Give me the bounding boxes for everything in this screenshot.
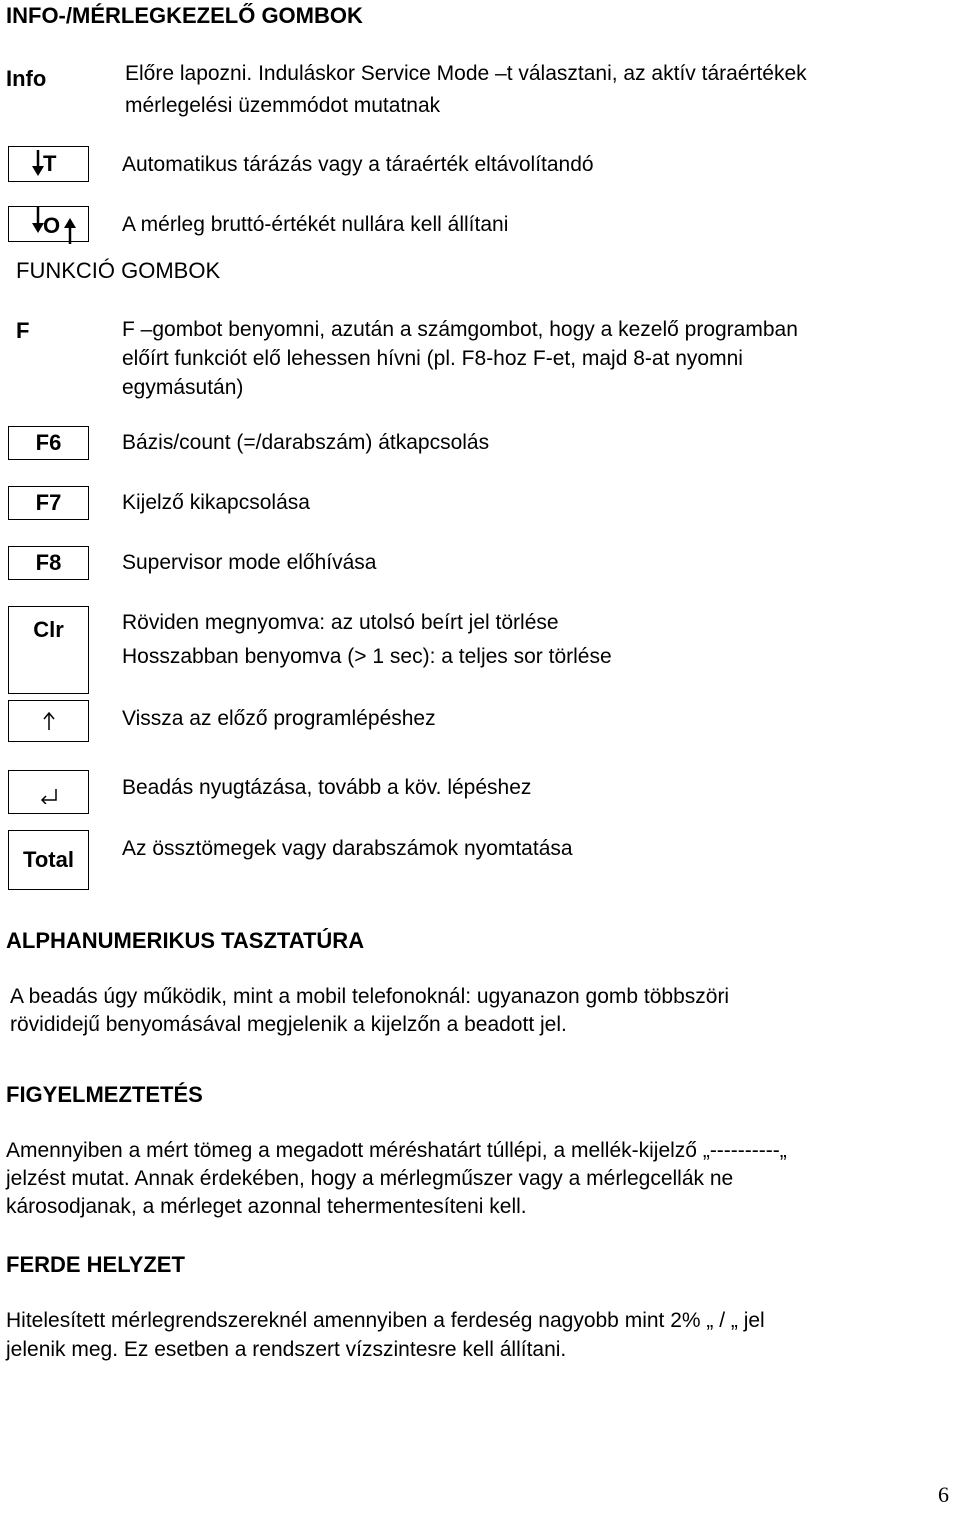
clr-desc-line-1: Röviden megnyomva: az utolsó beírt jel törlése [122, 611, 559, 634]
info-desc-line-2: mérlegelési üzemmódot mutatnak [125, 94, 441, 117]
f-desc-line-1: F –gombot benyomni, azután a számgombot, hogy a kezelő programban [122, 318, 798, 341]
f-key: F [16, 318, 30, 343]
tare-key-label: T [43, 151, 57, 176]
f8-key [8, 546, 89, 580]
arrow-up-icon [63, 216, 77, 246]
total-key [8, 830, 89, 890]
enter-key [8, 770, 89, 814]
zero-key-label: O [43, 213, 61, 238]
tilt-line-2: jelenik meg. Ez esetben a rendszert vízszintesre kell állítani. [6, 1338, 567, 1361]
zero-key [8, 206, 89, 242]
f7-key [8, 486, 89, 520]
up-arrow-icon [42, 711, 56, 731]
page-number: 6 [938, 1482, 949, 1507]
clr-desc-line-2: Hosszabban benyomva (> 1 sec): a teljes sor törlése [122, 645, 612, 668]
tare-key [8, 146, 89, 182]
tare-desc: Automatikus tárázás vagy a táraérték eltávolítandó [122, 153, 594, 176]
f7-desc: Kijelző kikapcsolása [122, 491, 310, 514]
warning-section-title: FIGYELMEZTETÉS [6, 1082, 203, 1107]
total-key-label: Total [23, 847, 74, 872]
f8-key-label: F8 [35, 550, 62, 575]
warning-line-1: Amennyiben a mért tömeg a megadott méréshatárt túllépi, a mellék-kijelző „----------„ [6, 1139, 787, 1162]
clr-key-label: Clr [33, 617, 64, 642]
f6-key-label: F6 [35, 430, 62, 455]
up-desc: Vissza az előző programlépéshez [122, 707, 436, 730]
alpha-section-title: ALPHANUMERIKUS TASZTATÚRA [6, 928, 365, 953]
alpha-line-2: rövididejű benyomásával megjelenik a kijelzőn a beadott jel. [10, 1013, 567, 1036]
tilt-section-title: FERDE HELYZET [6, 1252, 185, 1277]
tilt-line-1: Hitelesített mérlegrendszereknél amennyiben a ferdeség nagyobb mint 2% „ / „ jel [6, 1309, 765, 1332]
warning-line-2: jelzést mutat. Annak érdekében, hogy a mérlegműszer vagy a mérlegcellák ne [6, 1167, 734, 1190]
enter-icon [39, 788, 59, 804]
f-desc-line-2: előírt funkciót elő lehessen hívni (pl. F8-hoz F-et, majd 8-at nyomni [122, 347, 743, 370]
f6-key [8, 426, 89, 460]
f6-desc: Bázis/count (=/darabszám) átkapcsolás [122, 431, 490, 454]
total-desc: Az össztömegek vagy darabszámok nyomtatása [122, 837, 573, 860]
info-desc-line-1: Előre lapozni. Induláskor Service Mode –t választani, az aktív táraértékek [125, 62, 807, 85]
zero-desc: A mérleg bruttó-értékét nullára kell állítani [122, 213, 509, 236]
function-section-title: FUNKCIÓ GOMBOK [16, 258, 221, 283]
enter-desc: Beadás nyugtázása, tovább a köv. lépéshez [122, 776, 532, 799]
info-key: Info [6, 66, 47, 91]
f7-key-label: F7 [35, 490, 62, 515]
f8-desc: Supervisor mode előhívása [122, 551, 377, 574]
warning-line-3: károsodjanak, a mérleget azonnal tehermentesíteni kell. [6, 1195, 527, 1218]
f-desc-line-3: egymásután) [122, 376, 244, 399]
alpha-line-1: A beadás úgy működik, mint a mobil telefonoknál: ugyanazon gomb többszöri [10, 985, 730, 1008]
up-key [8, 700, 89, 742]
clr-key [8, 606, 89, 694]
info-section-title: INFO-/MÉRLEGKEZELŐ GOMBOK [6, 3, 363, 28]
